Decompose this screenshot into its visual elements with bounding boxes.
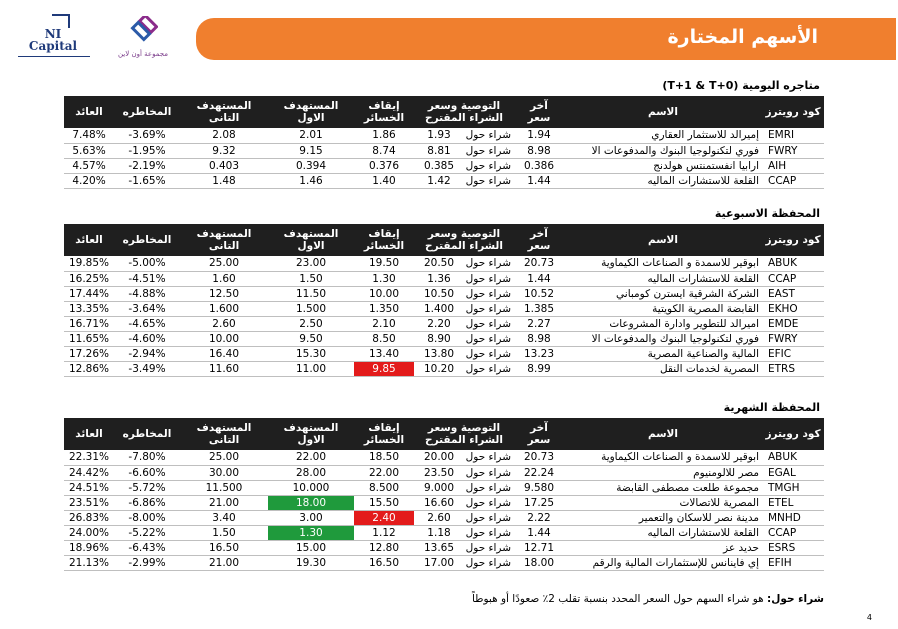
ni-logo-underline [18,56,90,62]
cell-sl: 10.00 [354,286,414,301]
cell-sl: 15.50 [354,495,414,510]
table-row [64,256,824,271]
table-row [64,540,824,555]
cell-code: EGAL [762,465,824,480]
table-row [64,271,824,286]
header-risk: المخاطره [114,224,180,256]
cell-code: EFIC [762,346,824,361]
cell-rec: شراء حول [464,271,514,286]
table-row [64,346,824,361]
cell-code: MNHD [762,510,824,525]
cell-t1: 1.50 [268,271,354,286]
cell-last: 1.44 [514,525,564,540]
cell-risk: -5.72% [114,480,180,495]
cell-ret: 23.51% [64,495,114,510]
cell-ret: 21.13% [64,555,114,570]
table-row [64,525,824,540]
cell-t1: 3.00 [268,510,354,525]
cell-name: ابوقير للاسمدة و الصناعات الكيماوية [564,256,762,271]
cell-sl: 16.50 [354,555,414,570]
cell-t1: 1.30 [268,525,354,540]
cell-sl: 18.50 [354,450,414,465]
cell-risk: -1.65% [114,173,180,188]
cell-ret: 24.42% [64,465,114,480]
cell-sl: 8.50 [354,331,414,346]
cell-name: المصرية لخدمات النقل [564,361,762,376]
cell-last: 1.44 [514,271,564,286]
cell-rec: شراء حول [464,173,514,188]
cell-last: 17.25 [514,495,564,510]
cell-rec: شراء حول [464,301,514,316]
stocks-table [64,418,824,571]
cell-last: 8.98 [514,331,564,346]
cell-t1: 2.50 [268,316,354,331]
page-number: 4 [866,613,872,622]
cell-sl: 22.00 [354,465,414,480]
header-last: آخر سعر [514,96,564,128]
header-name: الاسم [564,418,762,450]
cell-t1: 10.000 [268,480,354,495]
cell-last: 9.580 [514,480,564,495]
cell-name: القلعة للاستشارات الماليه [564,173,762,188]
cell-code: TMGH [762,480,824,495]
cell-code: ABUK [762,450,824,465]
cell-code: ABUK [762,256,824,271]
cell-risk: -2.99% [114,555,180,570]
cell-rec: شراء حول [464,316,514,331]
cell-name: فوري لتكنولوجيا البنوك والمدفوعات الا [564,331,762,346]
cell-risk: -3.64% [114,301,180,316]
cell-sl: 0.376 [354,158,414,173]
cell-buy: 1.42 [414,173,464,188]
cell-last: 0.386 [514,158,564,173]
cell-risk: -3.69% [114,128,180,143]
cell-code: EMDE [762,316,824,331]
cell-t1: 1.46 [268,173,354,188]
cell-name: ابوقير للاسمدة و الصناعات الكيماوية [564,450,762,465]
cell-risk: -8.00% [114,510,180,525]
cell-sl: 8.500 [354,480,414,495]
header-t1: المستهدف الاول [268,96,354,128]
cell-risk: -6.60% [114,465,180,480]
logos [8,10,188,68]
cell-rec: شراء حول [464,128,514,143]
cell-last: 1.44 [514,173,564,188]
header-risk: المخاطره [114,96,180,128]
cell-sl: 19.50 [354,256,414,271]
cell-code: AIH [762,158,824,173]
cell-rec: شراء حول [464,286,514,301]
cell-ret: 24.00% [64,525,114,540]
cell-ret: 16.25% [64,271,114,286]
cell-last: 20.73 [514,450,564,465]
cell-ret: 24.51% [64,480,114,495]
cell-sl: 12.80 [354,540,414,555]
cell-t2: 1.50 [180,525,268,540]
cell-buy: 10.20 [414,361,464,376]
cell-t2: 25.00 [180,450,268,465]
cell-t1: 15.00 [268,540,354,555]
header-name: الاسم [564,224,762,256]
cell-risk: -1.95% [114,143,180,158]
cell-last: 22.24 [514,465,564,480]
cell-rec: شراء حول [464,525,514,540]
cell-code: CCAP [762,525,824,540]
cell-buy: 1.93 [414,128,464,143]
cell-last: 2.22 [514,510,564,525]
cell-sl: 8.74 [354,143,414,158]
header-rec: التوصية وسعر الشراء المقترح [414,418,514,450]
ni-logo-mark [52,14,70,28]
table-row [64,450,824,465]
cell-buy: 2.20 [414,316,464,331]
cell-buy: 0.385 [414,158,464,173]
cell-t2: 0.403 [180,158,268,173]
table-row [64,495,824,510]
cell-code: EAST [762,286,824,301]
cell-name: إي فاينانس للإستثمارات المالية والرقم [564,555,762,570]
cell-code: ETEL [762,495,824,510]
cell-buy: 1.400 [414,301,464,316]
table-row [64,361,824,376]
cell-risk: -4.88% [114,286,180,301]
cell-buy: 20.50 [414,256,464,271]
cell-buy: 13.80 [414,346,464,361]
cell-ret: 22.31% [64,450,114,465]
footnote [472,593,824,605]
cell-name: إميرالد للاستثمار العقاري [564,128,762,143]
cell-sl: 2.40 [354,510,414,525]
cell-ret: 4.20% [64,173,114,188]
cell-rec: شراء حول [464,158,514,173]
cell-buy: 20.00 [414,450,464,465]
cell-buy: 1.36 [414,271,464,286]
cell-buy: 1.18 [414,525,464,540]
cell-name: فوري لتكنولوجيا البنوك والمدفوعات الا [564,143,762,158]
table-row [64,143,824,158]
cell-ret: 12.86% [64,361,114,376]
cell-buy: 13.65 [414,540,464,555]
cell-risk: -7.80% [114,450,180,465]
cell-name: الشركة الشرقية ايسترن كومباني [564,286,762,301]
cell-t1: 9.15 [268,143,354,158]
title-banner [196,18,896,60]
table-header-row [64,224,824,256]
cell-t2: 2.60 [180,316,268,331]
table-row [64,128,824,143]
cell-rec: شراء حول [464,361,514,376]
table-row [64,465,824,480]
cell-t2: 11.60 [180,361,268,376]
cell-t2: 16.40 [180,346,268,361]
cell-risk: -4.60% [114,331,180,346]
cell-ret: 5.63% [64,143,114,158]
cell-buy: 16.60 [414,495,464,510]
stocks-table [64,224,824,377]
header-t1: المستهدف الاول [268,224,354,256]
cell-ret: 17.44% [64,286,114,301]
header-sl: إيقاف الخسائر [354,224,414,256]
cell-risk: -2.19% [114,158,180,173]
cell-buy: 10.50 [414,286,464,301]
cell-t2: 16.50 [180,540,268,555]
cell-risk: -6.43% [114,540,180,555]
cell-rec: شراء حول [464,480,514,495]
cell-buy: 9.000 [414,480,464,495]
cell-t1: 15.30 [268,346,354,361]
cell-t2: 1.60 [180,271,268,286]
cell-risk: -5.00% [114,256,180,271]
cell-rec: شراء حول [464,465,514,480]
header-rec: التوصية وسعر الشراء المقترح [414,224,514,256]
stocks-table [64,96,824,189]
cell-ret: 18.96% [64,540,114,555]
cell-t1: 11.00 [268,361,354,376]
cell-t2: 30.00 [180,465,268,480]
cell-risk: -5.22% [114,525,180,540]
ni-capital-logo [18,14,88,66]
cell-name: المصرية للاتصالات [564,495,762,510]
cell-rec: شراء حول [464,510,514,525]
cell-last: 1.94 [514,128,564,143]
header-rec: التوصية وسعر الشراء المقترح [414,96,514,128]
cell-t2: 21.00 [180,495,268,510]
cell-buy: 2.60 [414,510,464,525]
header-code: كود رويترز [762,96,824,128]
cell-t2: 3.40 [180,510,268,525]
cell-ret: 11.65% [64,331,114,346]
header-t1: المستهدف الاول [268,418,354,450]
cell-t1: 1.500 [268,301,354,316]
cell-rec: شراء حول [464,495,514,510]
online-group-logo-text: مجموعة أون لاين [117,50,169,58]
cell-last: 8.99 [514,361,564,376]
cell-code: ETRS [762,361,824,376]
cell-code: CCAP [762,173,824,188]
header-t2: المستهدف التانى [180,418,268,450]
cell-code: EKHO [762,301,824,316]
cell-rec: شراء حول [464,555,514,570]
cell-buy: 8.90 [414,331,464,346]
online-group-logo [108,14,178,66]
cell-name: القابضة المصرية الكويتية [564,301,762,316]
table-row [64,173,824,188]
footnote-label: شراء حول: [767,593,824,605]
cell-buy: 17.00 [414,555,464,570]
table-row [64,480,824,495]
cell-name: المالية والصناعية المصرية [564,346,762,361]
ni-logo-text: NI Capital [28,27,78,53]
footnote-text: هو شراء السهم حول السعر المحدد بنسبة تقلب 2٪ صعودًا أو هبوطاً [471,593,768,605]
page-title: الأسهم المختارة [667,26,818,48]
cell-sl: 1.86 [354,128,414,143]
table-row [64,555,824,570]
cell-name: مجموعة طلعت مصطفى القابضة [564,480,762,495]
header-last: آخر سعر [514,224,564,256]
cell-rec: شراء حول [464,331,514,346]
cell-code: FWRY [762,331,824,346]
header-t2: المستهدف التانى [180,96,268,128]
cell-risk: -6.86% [114,495,180,510]
header-ret: العائد [64,418,114,450]
cell-ret: 26.83% [64,510,114,525]
table-row [64,316,824,331]
header-ret: العائد [64,96,114,128]
cell-name: القلعة للاستشارات الماليه [564,525,762,540]
cell-sl: 1.40 [354,173,414,188]
header-sl: إيقاف الخسائر [354,96,414,128]
cell-code: ESRS [762,540,824,555]
cell-risk: -3.49% [114,361,180,376]
cell-t2: 21.00 [180,555,268,570]
cell-t2: 10.00 [180,331,268,346]
header-code: كود رويترز [762,224,824,256]
cell-name: مصر للالومنيوم [564,465,762,480]
cell-t1: 28.00 [268,465,354,480]
cell-last: 20.73 [514,256,564,271]
cell-last: 1.385 [514,301,564,316]
cell-ret: 16.71% [64,316,114,331]
cell-t1: 11.50 [268,286,354,301]
section-title: المحفظة الشهرية [723,401,820,414]
cell-last: 10.52 [514,286,564,301]
cell-t2: 12.50 [180,286,268,301]
cell-last: 18.00 [514,555,564,570]
table-row [64,331,824,346]
cell-code: FWRY [762,143,824,158]
table-row [64,301,824,316]
cell-sl: 1.30 [354,271,414,286]
cell-t2: 9.32 [180,143,268,158]
cell-t1: 22.00 [268,450,354,465]
cell-name: مدينة نصر للاسكان والتعمير [564,510,762,525]
cell-sl: 9.85 [354,361,414,376]
cell-t2: 1.48 [180,173,268,188]
cell-buy: 8.81 [414,143,464,158]
cell-sl: 1.350 [354,301,414,316]
cell-code: CCAP [762,271,824,286]
cell-last: 13.23 [514,346,564,361]
cell-t2: 1.600 [180,301,268,316]
cell-t1: 2.01 [268,128,354,143]
cell-sl: 1.12 [354,525,414,540]
cell-code: EFIH [762,555,824,570]
cell-ret: 7.48% [64,128,114,143]
cell-name: اميرالد للتطوير وادارة المشروعات [564,316,762,331]
cell-ret: 4.57% [64,158,114,173]
cell-last: 12.71 [514,540,564,555]
header-last: آخر سعر [514,418,564,450]
header-name: الاسم [564,96,762,128]
header-ret: العائد [64,224,114,256]
cell-last: 2.27 [514,316,564,331]
cell-risk: -4.51% [114,271,180,286]
table-header-row [64,418,824,450]
online-group-mark [124,16,158,46]
cell-rec: شراء حول [464,256,514,271]
table-row [64,510,824,525]
header-t2: المستهدف التانى [180,224,268,256]
cell-name: ارابيا انفستمنتس هولدنج [564,158,762,173]
cell-sl: 2.10 [354,316,414,331]
cell-t1: 23.00 [268,256,354,271]
cell-ret: 13.35% [64,301,114,316]
cell-code: EMRI [762,128,824,143]
cell-buy: 23.50 [414,465,464,480]
table-row [64,158,824,173]
cell-rec: شراء حول [464,143,514,158]
cell-t1: 18.00 [268,495,354,510]
cell-t1: 19.30 [268,555,354,570]
cell-name: القلعة للاستشارات الماليه [564,271,762,286]
cell-t2: 25.00 [180,256,268,271]
cell-rec: شراء حول [464,346,514,361]
cell-rec: شراء حول [464,540,514,555]
cell-t2: 2.08 [180,128,268,143]
cell-risk: -2.94% [114,346,180,361]
header-sl: إيقاف الخسائر [354,418,414,450]
cell-t2: 11.500 [180,480,268,495]
header-code: كود رويترز [762,418,824,450]
cell-ret: 17.26% [64,346,114,361]
table-row [64,286,824,301]
section-title: متاجره اليومية (T+1 & T+0) [662,79,820,92]
cell-last: 8.98 [514,143,564,158]
table-header-row [64,96,824,128]
header-risk: المخاطره [114,418,180,450]
cell-rec: شراء حول [464,450,514,465]
cell-t1: 0.394 [268,158,354,173]
cell-risk: -4.65% [114,316,180,331]
cell-name: حديد عز [564,540,762,555]
cell-t1: 9.50 [268,331,354,346]
cell-sl: 13.40 [354,346,414,361]
cell-ret: 19.85% [64,256,114,271]
section-title: المحفظة الاسبوعية [714,207,820,220]
